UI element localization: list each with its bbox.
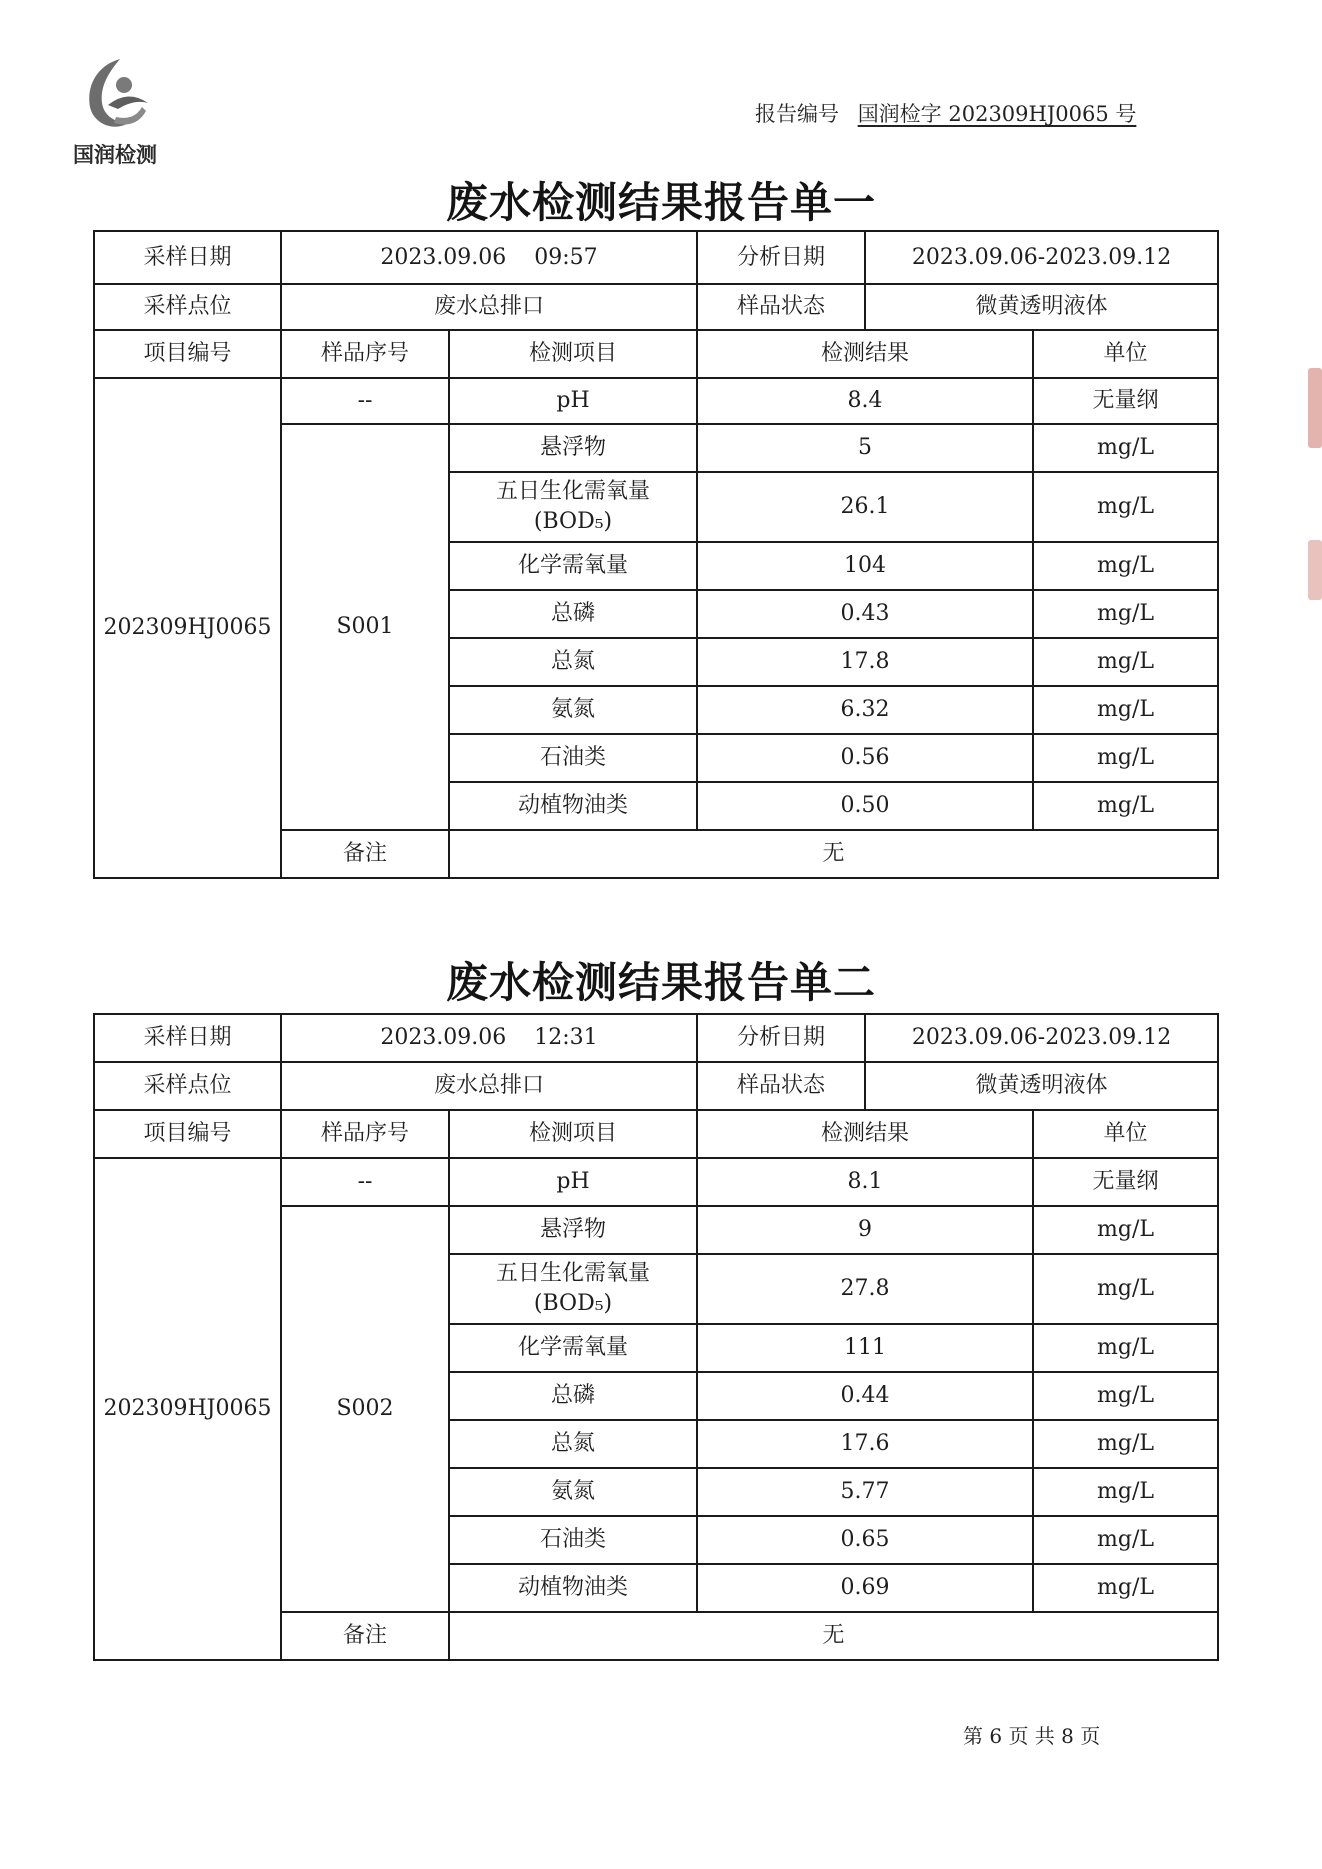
label-sample-state: 样品状态 <box>697 1062 865 1110</box>
item-unit: mg/L <box>1033 686 1218 734</box>
page-number: 第 6 页 共 8 页 <box>963 1724 1101 1748</box>
item-name: 动植物油类 <box>449 782 697 830</box>
item-name-bod <box>449 472 697 542</box>
item-name: 总磷 <box>449 1372 697 1420</box>
ph-sample-seq: -- <box>281 378 449 424</box>
item-result: 0.65 <box>697 1516 1033 1564</box>
logo-icon <box>78 55 152 139</box>
ph-item: pH <box>449 378 697 424</box>
item-result: 5.77 <box>697 1468 1033 1516</box>
header-project-no: 项目编号 <box>94 1110 281 1158</box>
seal-fragment <box>1308 540 1322 600</box>
item-name: 石油类 <box>449 1516 697 1564</box>
item-unit: mg/L <box>1033 1206 1218 1254</box>
item-unit: mg/L <box>1033 1420 1218 1468</box>
report-table-1 <box>93 230 1219 879</box>
header-test-item: 检测项目 <box>449 1110 697 1158</box>
ph-item: pH <box>449 1158 697 1206</box>
item-name: 悬浮物 <box>449 1206 697 1254</box>
item-name: 总氮 <box>449 638 697 686</box>
item-name: 总磷 <box>449 590 697 638</box>
value-remarks: 无 <box>449 1612 1218 1660</box>
item-result: 5 <box>697 424 1033 472</box>
item-unit: mg/L <box>1033 424 1218 472</box>
item-result: 0.56 <box>697 734 1033 782</box>
item-name: 氨氮 <box>449 686 697 734</box>
value-analysis-date: 2023.09.06-2023.09.12 <box>865 231 1218 284</box>
item-unit: mg/L <box>1033 1468 1218 1516</box>
header-sample-seq: 样品序号 <box>281 330 449 378</box>
value-project-no: 202309HJ0065 <box>94 1158 281 1660</box>
logo-text: 国润检测 <box>73 143 157 167</box>
item-unit: mg/L <box>1033 472 1218 542</box>
ph-sample-seq: -- <box>281 1158 449 1206</box>
label-sample-state: 样品状态 <box>697 284 865 330</box>
ph-result: 8.4 <box>697 378 1033 424</box>
item-result: 6.32 <box>697 686 1033 734</box>
item-result: 0.44 <box>697 1372 1033 1420</box>
item-result: 111 <box>697 1324 1033 1372</box>
header-test-item: 检测项目 <box>449 330 697 378</box>
seal-fragment <box>1308 368 1322 448</box>
item-result: 26.1 <box>697 472 1033 542</box>
value-sample-state: 微黄透明液体 <box>865 284 1218 330</box>
item-unit: mg/L <box>1033 590 1218 638</box>
item-unit: mg/L <box>1033 1372 1218 1420</box>
report-title-1: 废水检测结果报告单一 <box>445 178 876 227</box>
item-name: 五日生化需氧量 <box>495 479 650 505</box>
label-sampling-point: 采样点位 <box>94 284 281 330</box>
report-number <box>755 98 1136 128</box>
value-sampling-date: 2023.09.06 12:31 <box>281 1014 697 1062</box>
item-result: 104 <box>697 542 1033 590</box>
value-sample-seq: S002 <box>281 1206 449 1612</box>
header-project-no: 项目编号 <box>94 330 281 378</box>
item-name: 氨氮 <box>449 1468 697 1516</box>
item-result: 0.43 <box>697 590 1033 638</box>
header-test-result: 检测结果 <box>697 1110 1033 1158</box>
label-analysis-date: 分析日期 <box>697 231 865 284</box>
item-result: 0.50 <box>697 782 1033 830</box>
header-test-result: 检测结果 <box>697 330 1033 378</box>
item-name: 化学需氧量 <box>449 1324 697 1372</box>
item-unit: mg/L <box>1033 1516 1218 1564</box>
item-result: 9 <box>697 1206 1033 1254</box>
item-name: 五日生化需氧量 <box>495 1261 650 1287</box>
item-result: 17.6 <box>697 1420 1033 1468</box>
item-name: 化学需氧量 <box>449 542 697 590</box>
label-analysis-date: 分析日期 <box>697 1014 865 1062</box>
item-name: 总氮 <box>449 1420 697 1468</box>
item-result: 0.69 <box>697 1564 1033 1612</box>
report-number-label: 报告编号 <box>755 102 839 126</box>
item-name-sub: (BOD₅) <box>533 1291 613 1316</box>
table-row <box>94 378 1218 424</box>
company-logo <box>60 55 170 165</box>
value-sampling-point: 废水总排口 <box>281 284 697 330</box>
value-remarks: 无 <box>449 830 1218 878</box>
header-sample-seq: 样品序号 <box>281 1110 449 1158</box>
item-unit: mg/L <box>1033 1564 1218 1612</box>
label-remarks: 备注 <box>281 830 449 878</box>
item-unit: mg/L <box>1033 1324 1218 1372</box>
ph-result: 8.1 <box>697 1158 1033 1206</box>
header-unit: 单位 <box>1033 330 1218 378</box>
item-result: 27.8 <box>697 1254 1033 1324</box>
item-unit: mg/L <box>1033 782 1218 830</box>
table-row <box>94 1158 1218 1206</box>
item-name: 动植物油类 <box>449 1564 697 1612</box>
item-name-sub: (BOD₅) <box>533 509 613 534</box>
value-sampling-point: 废水总排口 <box>281 1062 697 1110</box>
item-result: 17.8 <box>697 638 1033 686</box>
report-table-2 <box>93 1013 1219 1661</box>
value-sample-state: 微黄透明液体 <box>865 1062 1218 1110</box>
item-unit: mg/L <box>1033 542 1218 590</box>
item-name-bod <box>449 1254 697 1324</box>
label-sampling-date: 采样日期 <box>94 231 281 284</box>
report-title-2: 废水检测结果报告单二 <box>445 958 876 1007</box>
ph-unit: 无量纲 <box>1033 378 1218 424</box>
value-project-no: 202309HJ0065 <box>94 378 281 878</box>
item-unit: mg/L <box>1033 638 1218 686</box>
report-number-value: 国润检字 202309HJ0065 号 <box>857 102 1137 126</box>
item-unit: mg/L <box>1033 1254 1218 1324</box>
value-sample-seq: S001 <box>281 424 449 830</box>
item-name: 石油类 <box>449 734 697 782</box>
item-name: 悬浮物 <box>449 424 697 472</box>
label-remarks: 备注 <box>281 1612 449 1660</box>
value-analysis-date: 2023.09.06-2023.09.12 <box>865 1014 1218 1062</box>
header-unit: 单位 <box>1033 1110 1218 1158</box>
item-unit: mg/L <box>1033 734 1218 782</box>
label-sampling-date: 采样日期 <box>94 1014 281 1062</box>
label-sampling-point: 采样点位 <box>94 1062 281 1110</box>
ph-unit: 无量纲 <box>1033 1158 1218 1206</box>
value-sampling-date: 2023.09.06 09:57 <box>281 231 697 284</box>
